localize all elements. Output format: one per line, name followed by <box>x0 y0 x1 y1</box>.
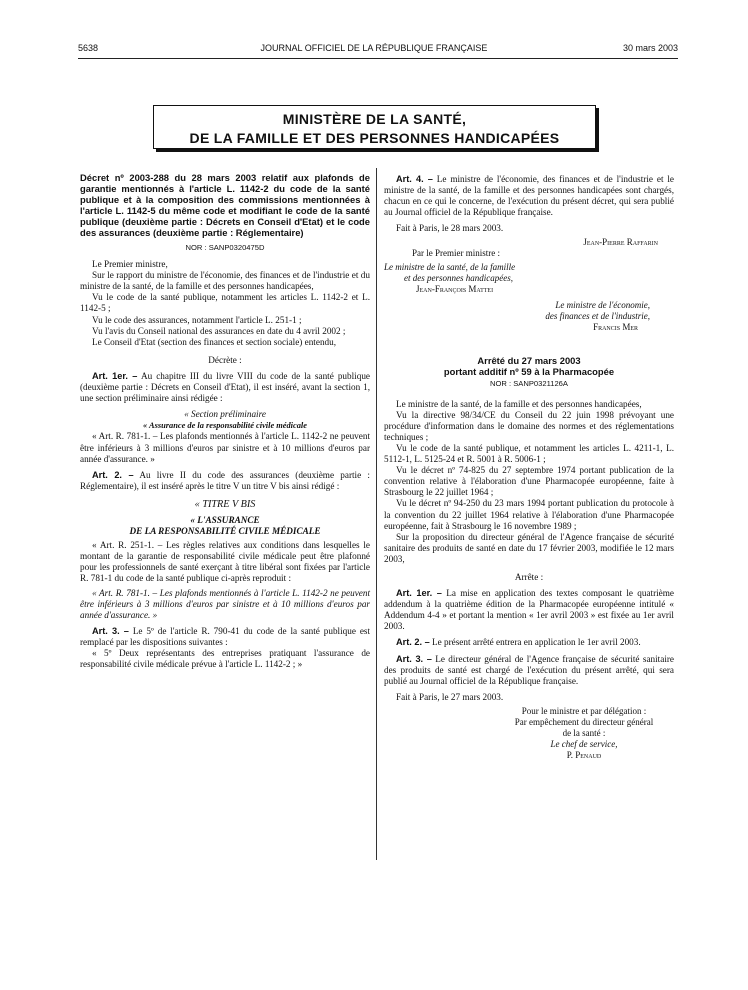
decret-visa-4: Vu l'avis du Conseil national des assurances en date du 4 avril 2002 ; <box>92 325 346 336</box>
article-2-text: Au livre II du code des assurances (deuxième partie : Réglementaire), il est inséré après le titre V un titre V bis ainsi rédigé : <box>80 469 370 491</box>
arrete-visa-4: Vu le décret nº 94-250 du 23 mars 1994 portant publication du protocole à la convention du 22 juillet 1964 relative à l'élaboration d'une Pharmacopée européenne, fait à Strasbourg le 16 novembre 1989 ; <box>384 498 674 531</box>
decret-visa-3: Vu le code des assurances, notamment l'article L. 251-1 ; <box>92 314 302 325</box>
sig-min-eco-name: Francis Mer <box>593 322 638 333</box>
article-r781-quote-2: « Art. R. 781-1. – Les plafonds mentionnés à l'article L. 1142-2 ne peuvent être inférieurs à 3 millions d'euros par sinistre et à 10 millions d'euros par année d'assurance. » <box>80 587 370 620</box>
arrete-title-2: portant additif nº 59 à la Pharmacopée <box>443 366 615 378</box>
sig-min-sante-role-2: et des personnes handicapées, <box>404 273 513 284</box>
par-premier-ministre: Par le Premier ministre : <box>412 248 500 259</box>
arrete-intro: Le ministre de la santé, de la famille et des personnes handicapées, <box>396 398 642 409</box>
ministry-line-2: DE LA FAMILLE ET DES PERSONNES HANDICAPÉES <box>189 130 560 146</box>
decret-nor: NOR : SANP0320475D <box>185 243 265 252</box>
sig-min-eco-role-2: des finances et de l'industrie, <box>545 311 650 322</box>
arrete-visa-5: Sur la proposition du directeur général de l'Agence française de sécurité sanitaire des produits de santé en date du 17 février 2003, modifiée le 12 mars 2003, <box>384 531 674 564</box>
article-3-text: Le 5º de l'article R. 790-41 du code de la santé publique est remplacé par les dispositions suivantes : <box>80 625 371 647</box>
arrete-art-1-text: La mise en application des textes composant le quatrième addendum à la quatrième édition de la Pharmacopée européenne intitulé « Addendum 4-4 » et portant la mention « 1er avril 2003 » est fixée au 1er avril 2003. <box>384 588 674 632</box>
left-column <box>80 172 370 670</box>
arrete-art-2-text: Le présent arrêté entrera en application le 1er avril 2003. <box>432 637 641 648</box>
column-divider <box>376 168 377 860</box>
decret-article-2 <box>80 470 370 492</box>
decret-article-1 <box>80 371 370 404</box>
decret-article-3 <box>80 626 370 648</box>
journal-title: JOURNAL OFFICIEL DE LA RÉPUBLIQUE FRANÇAISE <box>260 43 488 53</box>
arrete-art-3-text: Le directeur général de l'Agence française de sécurité sanitaire des produits de santé est chargé de l'exécution du présent arrêté, qui sera publié au Journal officiel de la République française. <box>384 653 675 686</box>
arrete-heading: Arrête : <box>514 571 544 582</box>
article-4-text: Le ministre de l'économie, des finances et de l'industrie et le ministre de la santé, de la famille et des personnes handicapées sont chargés, chacun en ce qui le concerne, de l'exécution du présent décret, qui sera publié au Journal officiel de la République française. <box>384 174 675 218</box>
sig-min-sante-role-1: Le ministre de la santé, de la famille <box>384 262 516 273</box>
section-title: « Section préliminaire <box>184 409 266 420</box>
article-3-quote: « 5º Deux représentants des entreprises pratiquant l'assurance de responsabilité civile médicale prévue à l'article L. 1142-2 ; » <box>80 648 370 670</box>
ministry-box <box>153 105 596 149</box>
decret-intro: Le Premier ministre, <box>92 259 168 270</box>
decret-visa-5: Le Conseil d'Etat (section des finances et section sociale) entendu, <box>92 336 337 347</box>
article-r251-quote: « Art. R. 251-1. – Les règles relatives aux conditions dans lesquelles le montant de la garantie de responsabilité civile médicale peut être plafonné pour les professionnels de santé exerçant à titre libéral sont fixées par l'article R. 781-1 du code de la santé publique ci-après reproduit : <box>80 540 370 584</box>
page-number: 5638 <box>78 43 99 53</box>
arrete-sig-line-1: Pour le ministre et par délégation : <box>521 705 647 716</box>
article-2-label: Art. 2. – <box>92 469 134 480</box>
arrete-art-3-label: Art. 3. – <box>396 653 432 664</box>
ministry-line-1: MINISTÈRE DE LA SANTÉ, <box>282 111 467 127</box>
arrete-sig-line-3: de la santé : <box>562 727 606 738</box>
arrete-visa-3: Vu le décret nº 74-825 du 27 septembre 1974 portant publication de la convention relative à l'élaboration d'une Pharmacopée européenne, faite à Strasbourg le 22 juillet 1964 ; <box>384 465 674 498</box>
arrete-art-1-label: Art. 1er. – <box>396 588 442 599</box>
arrete-nor: NOR : SANP0321126A <box>490 379 568 389</box>
arrete-sig-line-5: P. Penaud <box>566 749 602 760</box>
arrete-sig-line-2: Par empêchement du directeur général <box>514 716 654 727</box>
arrete-article-3 <box>384 654 674 687</box>
article-1-label: Art. 1er. – <box>92 370 138 381</box>
decret-title: Décret nº 2003-288 du 28 mars 2003 relatif aux plafonds de garantie mentionnés à l'article L. 1142-2 du code de la santé publique et à la composition des commissions mentionnées à l'article L. 1142-5 du même code et modifiant le code de la santé publique (deuxième partie : Décrets en Conseil d'Etat) et le code des assurances (deuxième partie : Réglementaire) <box>80 172 370 238</box>
decret-visa-1: Sur le rapport du ministre de l'économie, des finances et de l'industrie et du ministre de la santé, de la famille et des personnes handicapées, <box>80 270 370 292</box>
right-column <box>384 174 674 761</box>
arrete-article-1 <box>384 588 674 632</box>
issue-date: 30 mars 2003 <box>622 43 678 53</box>
decret-visa-2: Vu le code de la santé publique, notamment les articles L. 1142-2 et L. 1142-5 ; <box>80 292 370 314</box>
sig-min-sante-name: Jean-François Mattei <box>416 284 494 295</box>
article-1-text: Au chapitre III du livre VIII du code de la santé publique (deuxième partie : Décrets en Conseil d'Etat), il est inséré, avant la section 1, une section préliminaire ainsi rédigée : <box>80 370 370 404</box>
decrete-heading: Décrète : <box>208 354 242 365</box>
arrete-visa-1: Vu la directive 98/34/CE du Conseil du 22 juin 1998 prévoyant une procédure d'information dans le domaine des normes et des réglementations techniques ; <box>384 409 674 442</box>
titre-vbis-heading: « TITRE V BIS <box>194 498 256 510</box>
titre-vbis-sub-2: DE LA RESPONSABILITÉ CIVILE MÉDICALE <box>129 526 321 537</box>
arrete-signature-block <box>384 706 674 761</box>
decret-fait: Fait à Paris, le 28 mars 2003. <box>396 223 504 234</box>
section-subtitle: « Assurance de la responsabilité civile médicale <box>143 421 307 431</box>
article-4-label: Art. 4. – <box>396 174 433 184</box>
titre-vbis-sub-1: « L'ASSURANCE <box>190 514 260 525</box>
article-r781-quote: « Art. R. 781-1. – Les plafonds mentionnés à l'article L. 1142-2 ne peuvent être inférieurs à 3 millions d'euros par sinistre et à 10 millions d'euros par année d'assurance. » <box>80 431 370 464</box>
article-3-label: Art. 3. – <box>92 625 129 636</box>
sig-min-eco-role-1: Le ministre de l'économie, <box>555 300 650 311</box>
arrete-fait: Fait à Paris, le 27 mars 2003. <box>396 691 504 702</box>
arrete-art-2-label: Art. 2. – <box>396 637 430 648</box>
arrete-visa-2: Vu le code de la santé publique, et notamment les articles L. 4211-1, L. 5112-1, L. 5125-24 et R. 5001 à R. 5006-1 ; <box>384 442 674 465</box>
arrete-sig-line-4: Le chef de service, <box>550 738 618 749</box>
decret-article-4 <box>384 174 674 218</box>
arrete-article-2 <box>384 637 674 648</box>
signature-pm: Jean-Pierre Raffarin <box>583 237 658 248</box>
arrete-title-1: Arrêté du 27 mars 2003 <box>477 355 581 367</box>
header-rule <box>78 58 678 59</box>
